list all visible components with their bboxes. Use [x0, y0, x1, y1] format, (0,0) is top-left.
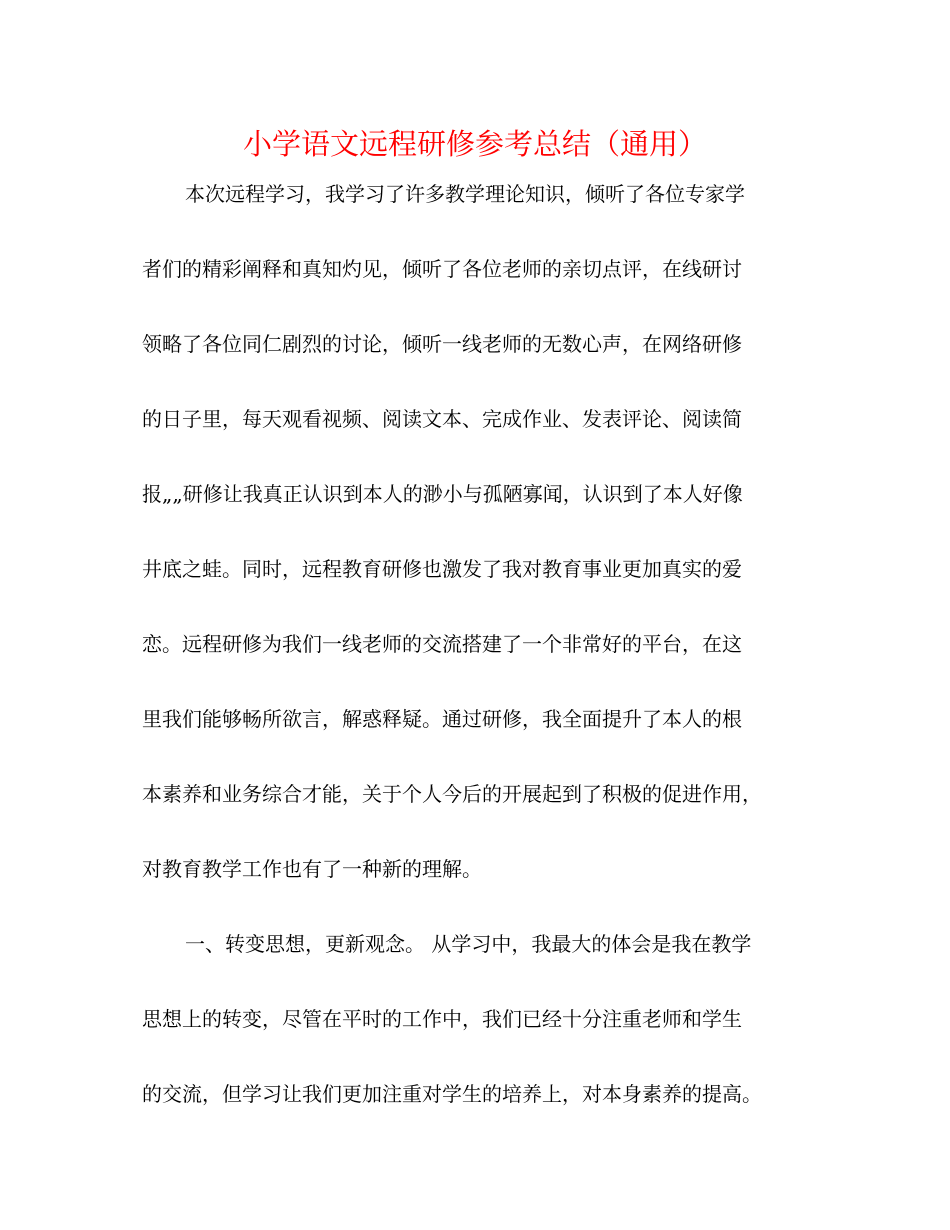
- paragraph-line: 里我们能够畅所欲言，解惑释疑。通过研修，我全面提升了本人的根: [142, 707, 742, 731]
- paragraph-line: 恋。远程研修为我们一线老师的交流搭建了一个非常好的平台，在这: [142, 632, 742, 656]
- paragraph-line: 一、转变思想，更新观念。 从学习中，我最大的体会是我在教学: [185, 932, 752, 956]
- paragraph-line: 对教育教学工作也有了一种新的理解。: [142, 857, 482, 881]
- paragraph-line: 领略了各位同仁剧烈的讨论，倾听一线老师的无数心声，在网络研修: [142, 332, 742, 356]
- paragraph-line: 的交流，但学习让我们更加注重对学生的培养上，对本身素养的提高。: [142, 1082, 762, 1106]
- paragraph-line: 的日子里，每天观看视频、阅读文本、完成作业、发表评论、阅读简: [142, 407, 742, 431]
- document-title: 小学语文远程研修参考总结（通用）: [242, 127, 707, 161]
- paragraph-line: 井底之蛙。同时，远程教育研修也激发了我对教育事业更加真实的爱: [142, 557, 742, 581]
- paragraph-line: 报„„研修让我真正认识到本人的渺小与孤陋寡闻，认识到了本人好像: [142, 482, 743, 506]
- paragraph-line: 者们的精彩阐释和真知灼见，倾听了各位老师的亲切点评，在线研讨: [142, 257, 742, 281]
- paragraph-line: 本素养和业务综合才能，关于个人今后的开展起到了积极的促进作用，: [142, 782, 762, 806]
- paragraph-line: 思想上的转变，尽管在平时的工作中，我们已经十分注重老师和学生: [142, 1007, 742, 1031]
- paragraph-line: 本次远程学习，我学习了许多教学理论知识，倾听了各位专家学: [185, 182, 745, 206]
